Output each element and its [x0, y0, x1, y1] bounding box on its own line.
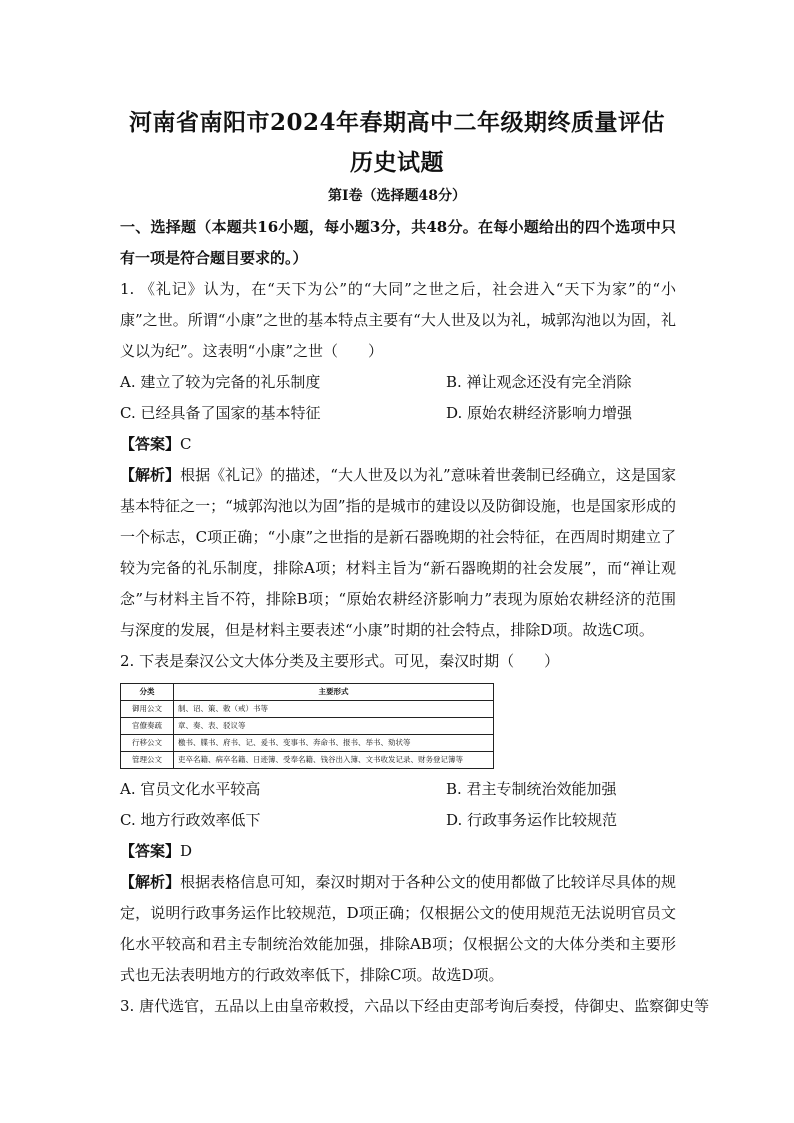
option-a[interactable]: A. 建立了较为完备的礼乐制度	[120, 373, 321, 391]
question-3	[120, 991, 710, 1022]
analysis-label: 【解析】	[120, 466, 181, 484]
answer-label: 【答案】	[120, 842, 181, 860]
option-d[interactable]: D. 行政事务运作比较规范	[446, 811, 618, 829]
table-cell: 檄书、牒书、府书、记、爰书、变事书、奔命书、报书、举书、劾状等	[174, 735, 494, 752]
analysis-text: 根据《礼记》的描述，“大人世及以为礼”意味着世袭制已经确立，这是国家基本特征之一；“城郭沟池以为固”指的是城市的建设以及防御设施，也是国家形成的一个标志，C项正确；“小康”之世指的是新石器晚期的社会特征，在西周时期建立了较为完备的礼乐制度，排除A项；材料主旨为“新石器晚期的社会发展”，而“禅让观念”与材料主旨不符，排除B项；“原始农耕经济影响力”表现为原始农耕经济的范围与深度的发展，但是材料主要表述“小康”时期的社会特点，排除D项。故选C项。	[120, 466, 676, 639]
analysis-paragraph	[120, 867, 676, 991]
answer-line	[120, 429, 676, 460]
document-title: 河南省南阳市2024年春期高中二年级期终质量评估	[128, 109, 665, 136]
answer-value: C	[180, 435, 192, 453]
table-cell: 章、奏、表、驳议等	[174, 718, 494, 735]
instructions: 一、选择题（本题共16小题，每小题3分，共48分。在每小题给出的四个选项中只有一项是符合题目要求的。）	[120, 218, 676, 267]
table-cell: 吏卒名籍、病卒名籍、日迹簿、受奉名籍、钱谷出入簿、文书收发记录、财务登记簿等	[174, 752, 494, 769]
answer-line	[120, 836, 676, 867]
table-cell: 官僚奏疏	[121, 718, 174, 735]
document-categories-table	[120, 683, 494, 769]
question-stem: 3. 唐代选官，五品以上由皇帝敕授，六品以下经由吏部考询后奏授，侍御史、监察御史等	[120, 997, 710, 1015]
table-cell: 御用公文	[121, 701, 174, 718]
options-row	[120, 367, 676, 398]
option-c[interactable]: C. 已经具备了国家的基本特征	[120, 404, 321, 422]
answer-value: D	[180, 842, 193, 860]
option-b[interactable]: B. 禅让观念还没有完全消除	[446, 373, 632, 391]
table-header-cell: 主要形式	[174, 684, 494, 701]
table-cell: 行移公文	[121, 735, 174, 752]
options-row	[120, 805, 676, 836]
question-2	[120, 646, 676, 991]
table-row	[121, 752, 494, 769]
question-stem: 2. 下表是秦汉公文大体分类及主要形式。可见，秦汉时期（ ）	[120, 652, 560, 670]
option-d[interactable]: D. 原始农耕经济影响力增强	[446, 404, 633, 422]
document-body	[120, 212, 710, 1022]
options-row	[120, 398, 676, 429]
section-heading: 第I卷（选择题48分）	[327, 188, 467, 204]
option-b[interactable]: B. 君主专制统治效能加强	[446, 780, 617, 798]
table-row	[121, 701, 494, 718]
analysis-paragraph	[120, 460, 676, 646]
table-row	[121, 735, 494, 752]
options-row	[120, 774, 676, 805]
option-c[interactable]: C. 地方行政效率低下	[120, 811, 261, 829]
answer-label: 【答案】	[120, 435, 181, 453]
option-a[interactable]: A. 官员文化水平较高	[120, 780, 261, 798]
question-stem: 1. 《礼记》认为，在“天下为公”的“大同”之世之后，社会进入“天下为家”的“小康”之世。所谓“小康”之世的基本特点主要有“大人世及以为礼，城郭沟池以为固，礼义以为纪”。这表明“小康”之世（ ）	[120, 280, 676, 360]
analysis-text: 根据表格信息可知，秦汉时期对于各种公文的使用都做了比较详尽具体的规定，说明行政事务运作比较规范，D项正确；仅根据公文的使用规范无法说明官员文化水平较高和君主专制统治效能加强，排除AB项；仅根据公文的大体分类和主要形式也无法表明地方的行政效率低下，排除C项。故选D项。	[120, 873, 676, 984]
analysis-label: 【解析】	[120, 873, 181, 891]
table-row	[121, 718, 494, 735]
document-subtitle: 历史试题	[350, 149, 444, 176]
table-cell: 制、诏、策、敕（戒）书等	[174, 701, 494, 718]
table-header-row	[121, 684, 494, 701]
question-1	[120, 274, 676, 646]
table-header-cell: 分类	[121, 684, 174, 701]
table-cell: 管理公文	[121, 752, 174, 769]
